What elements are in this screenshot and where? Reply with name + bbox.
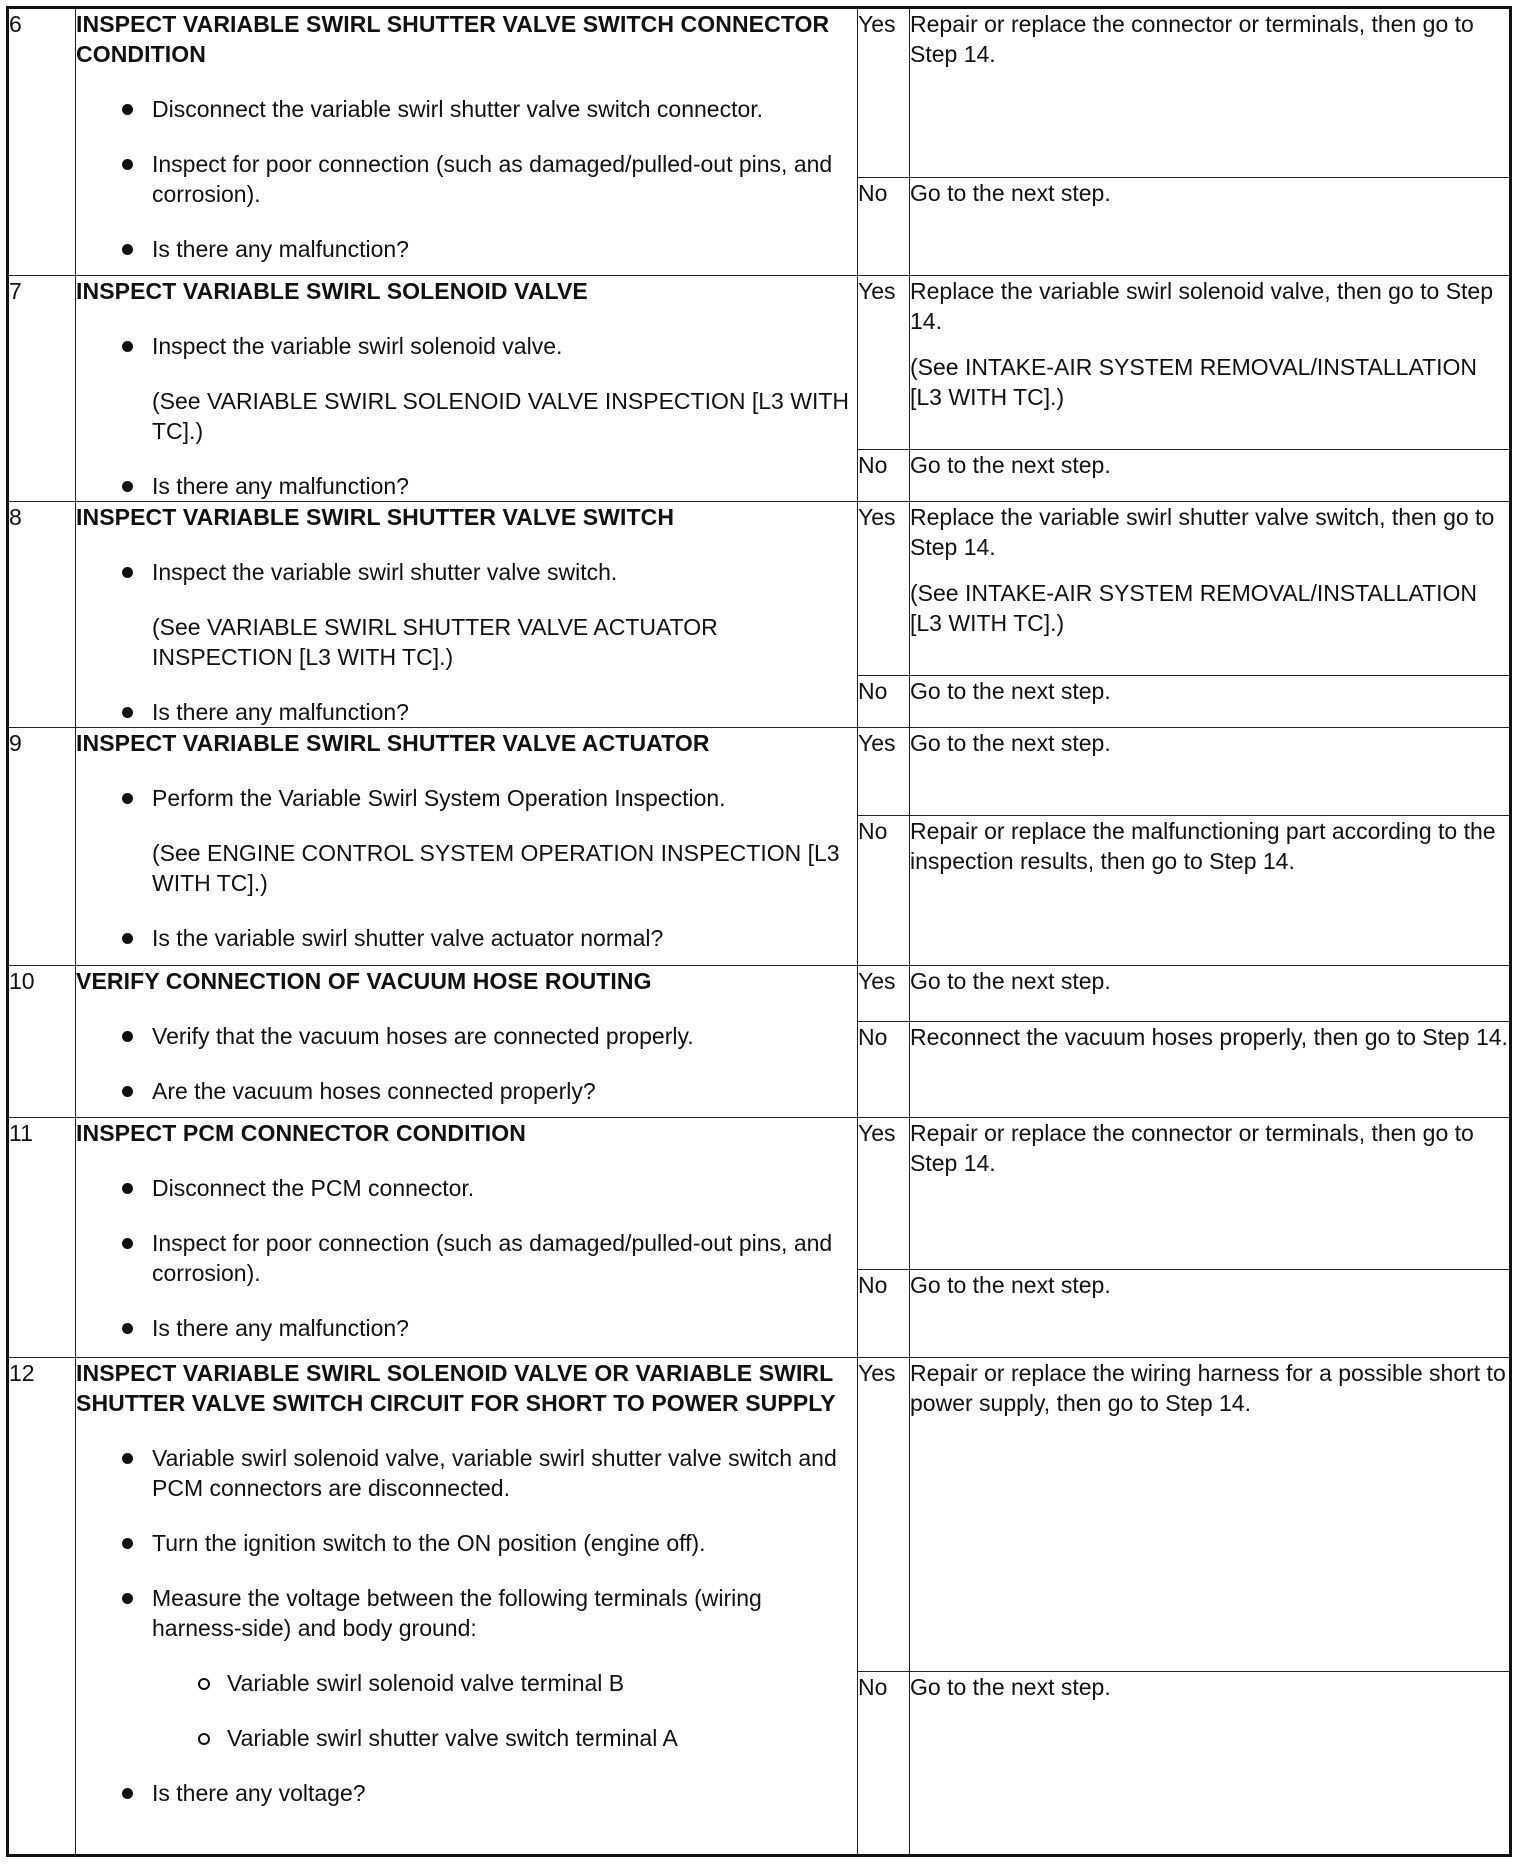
result-action <box>910 1358 1511 1672</box>
step-action <box>76 276 858 502</box>
bullet-item: Measure the voltage between the following terminals (wiring harness-side) and body ground: <box>76 1583 857 1643</box>
result-action <box>910 966 1511 1022</box>
result-action <box>910 8 1511 178</box>
answer-yes: Yes <box>858 728 910 816</box>
step-10-yes-row <box>8 966 1511 1022</box>
step-title: INSPECT VARIABLE SWIRL SHUTTER VALVE SWITCH <box>76 504 675 530</box>
result-text: Go to the next step. <box>910 1272 1111 1298</box>
result-text: Repair or replace the connector or terminals, then go to Step 14. <box>910 1120 1474 1176</box>
result-text: Go to the next step. <box>910 968 1111 994</box>
step-title: VERIFY CONNECTION OF VACUUM HOSE ROUTING <box>76 968 652 994</box>
step-9-yes-row <box>8 728 1511 816</box>
reference-note: (See VARIABLE SWIRL SHUTTER VALVE ACTUATOR INSPECTION [L3 WITH TC].) <box>152 614 718 670</box>
result-text: Replace the variable swirl shutter valve switch, then go to Step 14. <box>910 504 1495 560</box>
diagnostic-procedure-table <box>6 6 1512 1857</box>
step-number: 6 <box>8 8 76 276</box>
answer-yes: Yes <box>858 1358 910 1672</box>
result-text: Reconnect the vacuum hoses properly, then go to Step 14. <box>910 1024 1508 1050</box>
bullet-item: Disconnect the PCM connector. <box>76 1173 857 1203</box>
bullet-item: Disconnect the variable swirl shutter valve switch connector. <box>76 94 857 124</box>
bullet-item: Inspect for poor connection (such as damaged/pulled-out pins, and corrosion). <box>76 1228 857 1288</box>
result-text: Go to the next step. <box>910 730 1111 756</box>
step-action <box>76 1358 858 1856</box>
bullet-item: Is there any malfunction? <box>76 234 857 264</box>
bullet-item: Inspect the variable swirl shutter valve switch. <box>76 557 857 587</box>
answer-yes: Yes <box>858 966 910 1022</box>
step-number: 11 <box>8 1118 76 1358</box>
result-action <box>910 502 1511 676</box>
bullet-item: Is the variable swirl shutter valve actuator normal? <box>76 923 857 953</box>
step-action <box>76 502 858 728</box>
bullet-item: Is there any malfunction? <box>76 471 857 501</box>
result-text: (See INTAKE-AIR SYSTEM REMOVAL/INSTALLATION [L3 WITH TC].) <box>910 580 1478 636</box>
answer-yes: Yes <box>858 276 910 450</box>
step-action <box>76 8 858 276</box>
answer-yes: Yes <box>858 8 910 178</box>
bullet-item: Are the vacuum hoses connected properly? <box>76 1076 857 1106</box>
bullet-item: Is there any voltage? <box>76 1778 857 1808</box>
answer-yes: Yes <box>858 1118 910 1270</box>
step-8-yes-row <box>8 502 1511 676</box>
result-text: Go to the next step. <box>910 1674 1111 1700</box>
result-action <box>910 728 1511 816</box>
result-action <box>910 1118 1511 1270</box>
result-action <box>910 816 1511 966</box>
step-6-yes-row <box>8 8 1511 178</box>
bullet-item: Turn the ignition switch to the ON position (engine off). <box>76 1528 857 1558</box>
reference-note: (See VARIABLE SWIRL SOLENOID VALVE INSPECTION [L3 WITH TC].) <box>152 388 849 444</box>
step-title: INSPECT PCM CONNECTOR CONDITION <box>76 1120 526 1146</box>
answer-yes: Yes <box>858 502 910 676</box>
reference-note: (See ENGINE CONTROL SYSTEM OPERATION INSPECTION [L3 WITH TC].) <box>152 840 840 896</box>
bullet-item: Variable swirl solenoid valve, variable swirl shutter valve switch and PCM connectors are disconnected. <box>76 1443 857 1503</box>
step-action <box>76 966 858 1118</box>
answer-no: No <box>858 676 910 728</box>
result-action <box>910 676 1511 728</box>
bullet-item: Verify that the vacuum hoses are connected properly. <box>76 1021 857 1051</box>
step-number: 8 <box>8 502 76 728</box>
step-number: 9 <box>8 728 76 966</box>
result-text: Repair or replace the wiring harness for a possible short to power supply, then go to Step 14. <box>910 1360 1506 1416</box>
bullet-item: Is there any malfunction? <box>76 697 857 727</box>
step-title: INSPECT VARIABLE SWIRL SOLENOID VALVE <box>76 278 588 304</box>
result-text: Go to the next step. <box>910 678 1111 705</box>
step-title: INSPECT VARIABLE SWIRL SHUTTER VALVE SWITCH CONNECTOR CONDITION <box>76 11 830 67</box>
result-action <box>910 1270 1511 1358</box>
result-action <box>910 1672 1511 1856</box>
result-action <box>910 276 1511 450</box>
result-text: Repair or replace the malfunctioning part according to the inspection results, then go to Step 14. <box>910 818 1496 874</box>
step-action <box>76 1118 858 1358</box>
result-text: Go to the next step. <box>910 180 1111 206</box>
answer-no: No <box>858 450 910 502</box>
answer-no: No <box>858 1022 910 1118</box>
answer-no: No <box>858 1270 910 1358</box>
step-title: INSPECT VARIABLE SWIRL SHUTTER VALVE ACTUATOR <box>76 730 710 756</box>
bullet-item: Inspect the variable swirl solenoid valve. <box>76 331 857 361</box>
result-text: Repair or replace the connector or terminals, then go to Step 14. <box>910 11 1474 67</box>
step-11-yes-row <box>8 1118 1511 1270</box>
answer-no: No <box>858 1672 910 1856</box>
sub-bullet-item: Variable swirl shutter valve switch terminal A <box>76 1723 857 1753</box>
step-7-yes-row <box>8 276 1511 450</box>
result-text: (See INTAKE-AIR SYSTEM REMOVAL/INSTALLATION [L3 WITH TC].) <box>910 354 1478 410</box>
result-action <box>910 450 1511 502</box>
bullet-item: Inspect for poor connection (such as damaged/pulled-out pins, and corrosion). <box>76 149 857 209</box>
bullet-item: Perform the Variable Swirl System Operation Inspection. <box>76 783 857 813</box>
answer-no: No <box>858 178 910 276</box>
result-action <box>910 178 1511 276</box>
step-number: 7 <box>8 276 76 502</box>
step-12-yes-row <box>8 1358 1511 1672</box>
step-title: INSPECT VARIABLE SWIRL SOLENOID VALVE OR VARIABLE SWIRL SHUTTER VALVE SWITCH CIRCUIT FOR SHORT TO POWER SUPPLY <box>76 1360 836 1416</box>
sub-bullet-item: Variable swirl solenoid valve terminal B <box>76 1668 857 1698</box>
step-number: 10 <box>8 966 76 1118</box>
result-action <box>910 1022 1511 1118</box>
step-number: 12 <box>8 1358 76 1856</box>
result-text: Go to the next step. <box>910 452 1111 479</box>
step-action <box>76 728 858 966</box>
result-text: Replace the variable swirl solenoid valve, then go to Step 14. <box>910 278 1494 334</box>
answer-no: No <box>858 816 910 966</box>
bullet-item: Is there any malfunction? <box>76 1313 857 1343</box>
